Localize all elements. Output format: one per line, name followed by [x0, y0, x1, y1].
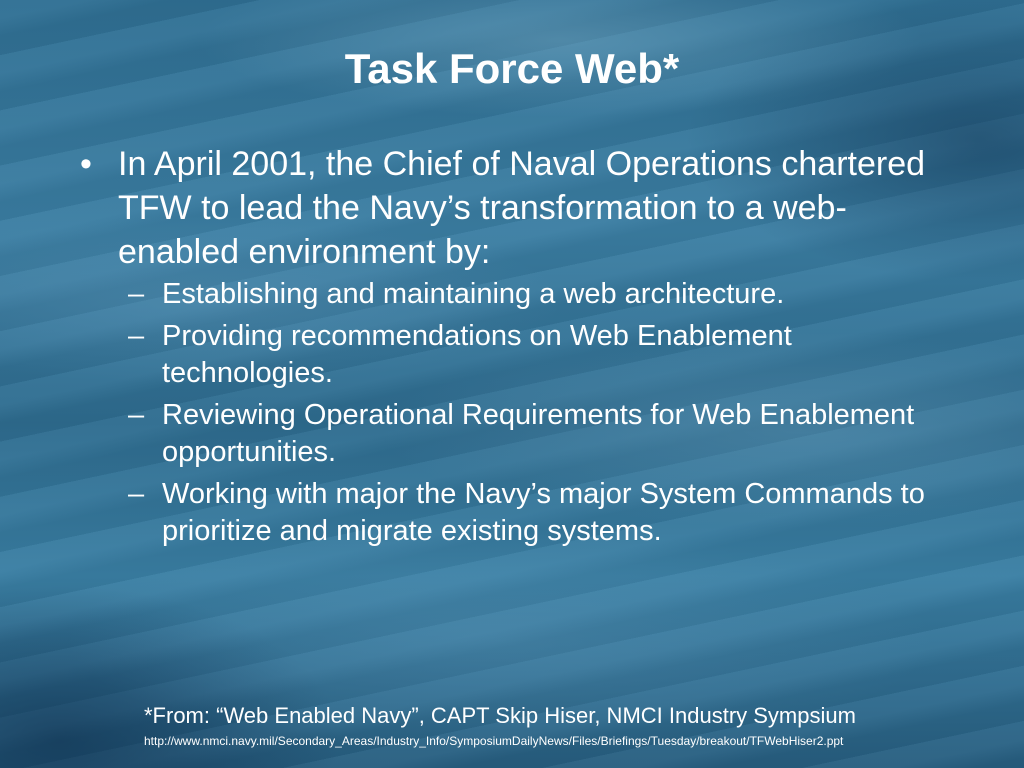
- main-bullet: [80, 142, 940, 274]
- sub-bullet-marker: –: [128, 478, 145, 510]
- slide-title: Task Force Web*: [344, 45, 680, 92]
- bullet-marker: •: [80, 145, 92, 183]
- sub-bullet: [80, 276, 940, 313]
- sub-bullet: [80, 397, 940, 471]
- sub-bullet-text: Providing recommendations on Web Enablement technologies.: [162, 320, 792, 389]
- main-bullet-text: In April 2001, the Chief of Naval Operations chartered TFW to lead the Navy’s transformation to a web-enabled environment by:: [118, 145, 926, 271]
- sub-bullet-text: Working with major the Navy’s major System Commands to prioritize and migrate existing systems.: [162, 478, 925, 547]
- source-footnote: *From: “Web Enabled Navy”, CAPT Skip Hiser, NMCI Industry Sympsium: [144, 703, 856, 728]
- sub-bullet-list: [80, 276, 940, 550]
- sub-bullet: [80, 476, 940, 550]
- sub-bullet-marker: –: [128, 278, 145, 310]
- source-url: http://www.nmci.navy.mil/Secondary_Areas/Industry_Info/SymposiumDailyNews/Files/Briefings/Tuesday/breakout/TFWebHiser2.ppt: [144, 734, 844, 748]
- sub-bullet: [80, 318, 940, 392]
- sub-bullet-marker: –: [128, 320, 145, 352]
- slide-body: [80, 142, 940, 555]
- sub-bullet-text: Reviewing Operational Requirements for Web Enablement opportunities.: [162, 399, 915, 468]
- sub-bullet-marker: –: [128, 399, 145, 431]
- sub-bullet-text: Establishing and maintaining a web architecture.: [162, 278, 785, 310]
